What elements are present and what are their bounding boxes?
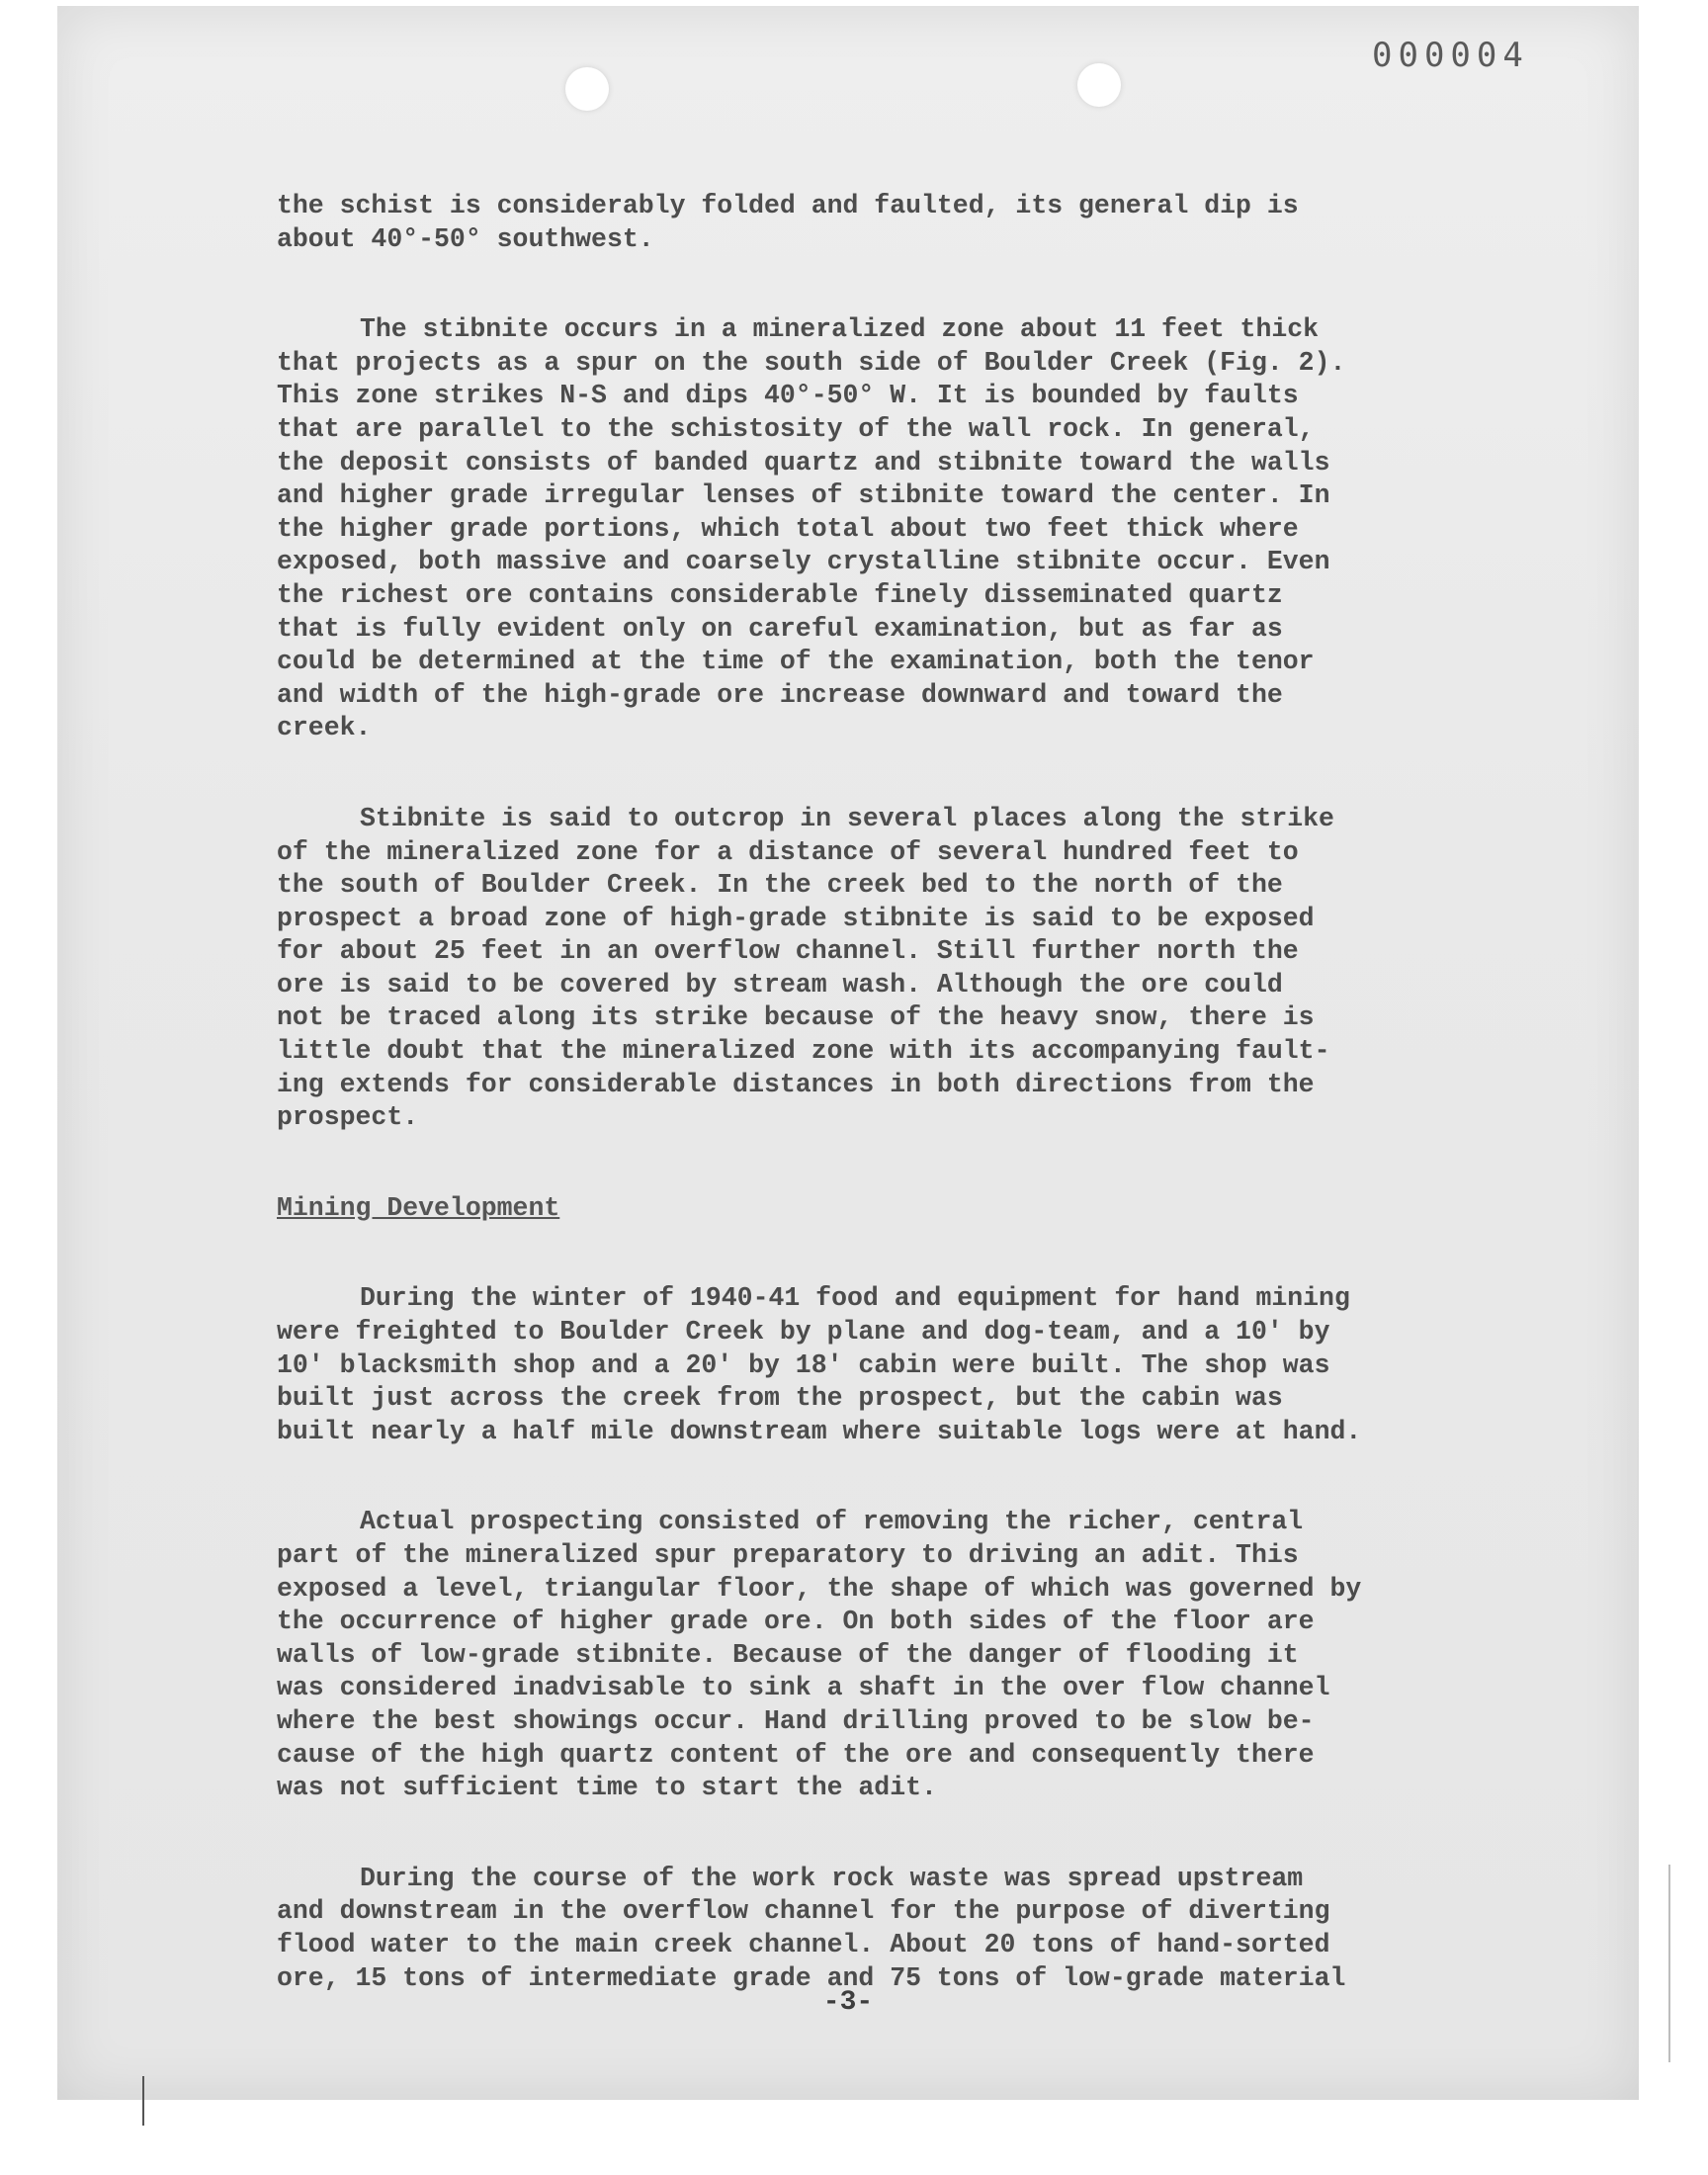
paragraph-continuation: the schist is considerably folded and faulted, its general dip is about 40°-50° southwest. <box>277 191 1299 254</box>
page-number: -3- <box>822 1987 874 2018</box>
paragraph-stibnite-outcrop: Stibnite is said to outcrop in several places along the strike of the mineralized zone for a distance of several hundred feet to the south of Boulder Creek. In the creek bed to the north of the prospect a broad zone of high-grade stibnite is said to be exposed for about 25 feet in an overflow channel. Still further north the ore is said to be covered by stream wash. Although the ore could not be traced along its strike because of the heavy snow, there is little doubt that the mineralized zone with its accompanying fault- ing extends for considerable distances in both directions from the prospect. <box>277 803 1334 1133</box>
paragraph-actual-prospecting: Actual prospecting consisted of removing the richer, central part of the mineralized spur preparatory to driving an adit. This exposed a level, triangular floor, the shape of which was governed by the occurrence of higher grade ore. On both sides of the floor are walls of low-grade stibnite. Because of the danger of flooding it was considered inadvisable to sink a shaft in the over flow channel where the best showings occur. Hand drilling proved to be slow be- cause of the high quartz content of the ore and consequently there was not sufficient time to start the adit. <box>277 1507 1362 1803</box>
scan-edge-line <box>1668 1865 1670 2062</box>
punch-hole-left <box>565 67 609 111</box>
scan-artifact-line <box>142 2076 144 2126</box>
section-heading-mining-development: Mining Development <box>277 1192 560 1223</box>
punch-hole-right <box>1077 63 1121 107</box>
paragraph-rock-waste: During the course of the work rock waste was spread upstream and downstream in the overflow channel for the purpose of diverting flood water to the main creek channel. About 20 tons of hand-sorted ore, 15 tons of intermediate grade and 75 tons of low-grade material <box>277 1863 1346 1993</box>
paragraph-winter-freight: During the winter of 1940-41 food and equipment for hand mining were freighted to Boulder Creek by plane and dog-team, and a 10' by 10' blacksmith shop and a 20' by 18' cabin were built. The shop was built just across the creek from the prospect, but the cabin was built nearly a half mile downstream where suitable logs were at hand. <box>277 1283 1362 1446</box>
document-page <box>57 6 1639 2100</box>
paragraph-stibnite-occurrence: The stibnite occurs in a mineralized zone about 11 feet thick that projects as a spur on the south side of Boulder Creek (Fig. 2). This zone strikes N-S and dips 40°-50° W. It is bounded by faults that are parallel to the schistosity of the wall rock. In general, the deposit consists of banded quartz and stibnite toward the walls and higher grade irregular lenses of stibnite toward the center. In the higher grade portions, which total about two feet thick where exposed, both massive and coarsely crystalline stibnite occur. Even the richest ore contains considerable finely disseminated quartz that is fully evident only on careful examination, but as far as could be determined at the time of the examination, both the tenor and width of the high-grade ore increase downward and toward the creek. <box>277 314 1346 743</box>
document-body <box>277 190 1443 2052</box>
document-number: 000004 <box>1372 36 1529 75</box>
